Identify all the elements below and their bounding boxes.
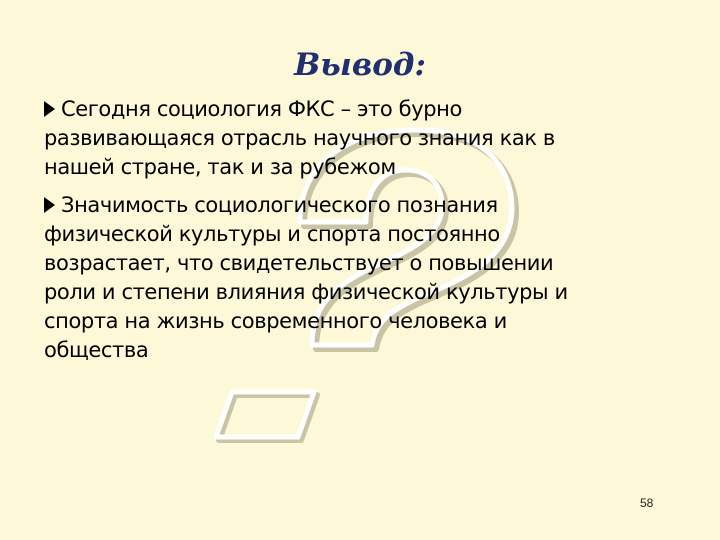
bullet-line: физической культуры и спорта постоянно: [44, 222, 500, 246]
page-number: 58: [640, 496, 654, 510]
bullet-item: [44, 95, 694, 182]
bullet-line: роли и степени влияния физической культуры и: [44, 280, 568, 304]
bullet-line: общества: [44, 338, 149, 362]
arrow-bullet-icon: [44, 101, 55, 117]
bullet-line: нашей стране, так и за рубежом: [44, 155, 396, 179]
bullet-text: Сегодня социология ФКС – это бурно: [61, 97, 462, 121]
bullet-line: развивающаяся отрасль научного знания как в: [44, 126, 555, 150]
bullet-item: [44, 191, 694, 365]
bullet-line: [44, 191, 694, 220]
bullet-line: спорта на жизнь современного человека и: [44, 309, 507, 333]
arrow-bullet-icon: [44, 197, 55, 213]
bullet-list: [44, 95, 694, 374]
bullet-line: возрастает, что свидетельствует о повышении: [44, 251, 554, 275]
bullet-text: Значимость социологического познания: [61, 193, 498, 217]
page-title: Вывод:: [294, 47, 426, 83]
bullet-line: [44, 95, 694, 124]
